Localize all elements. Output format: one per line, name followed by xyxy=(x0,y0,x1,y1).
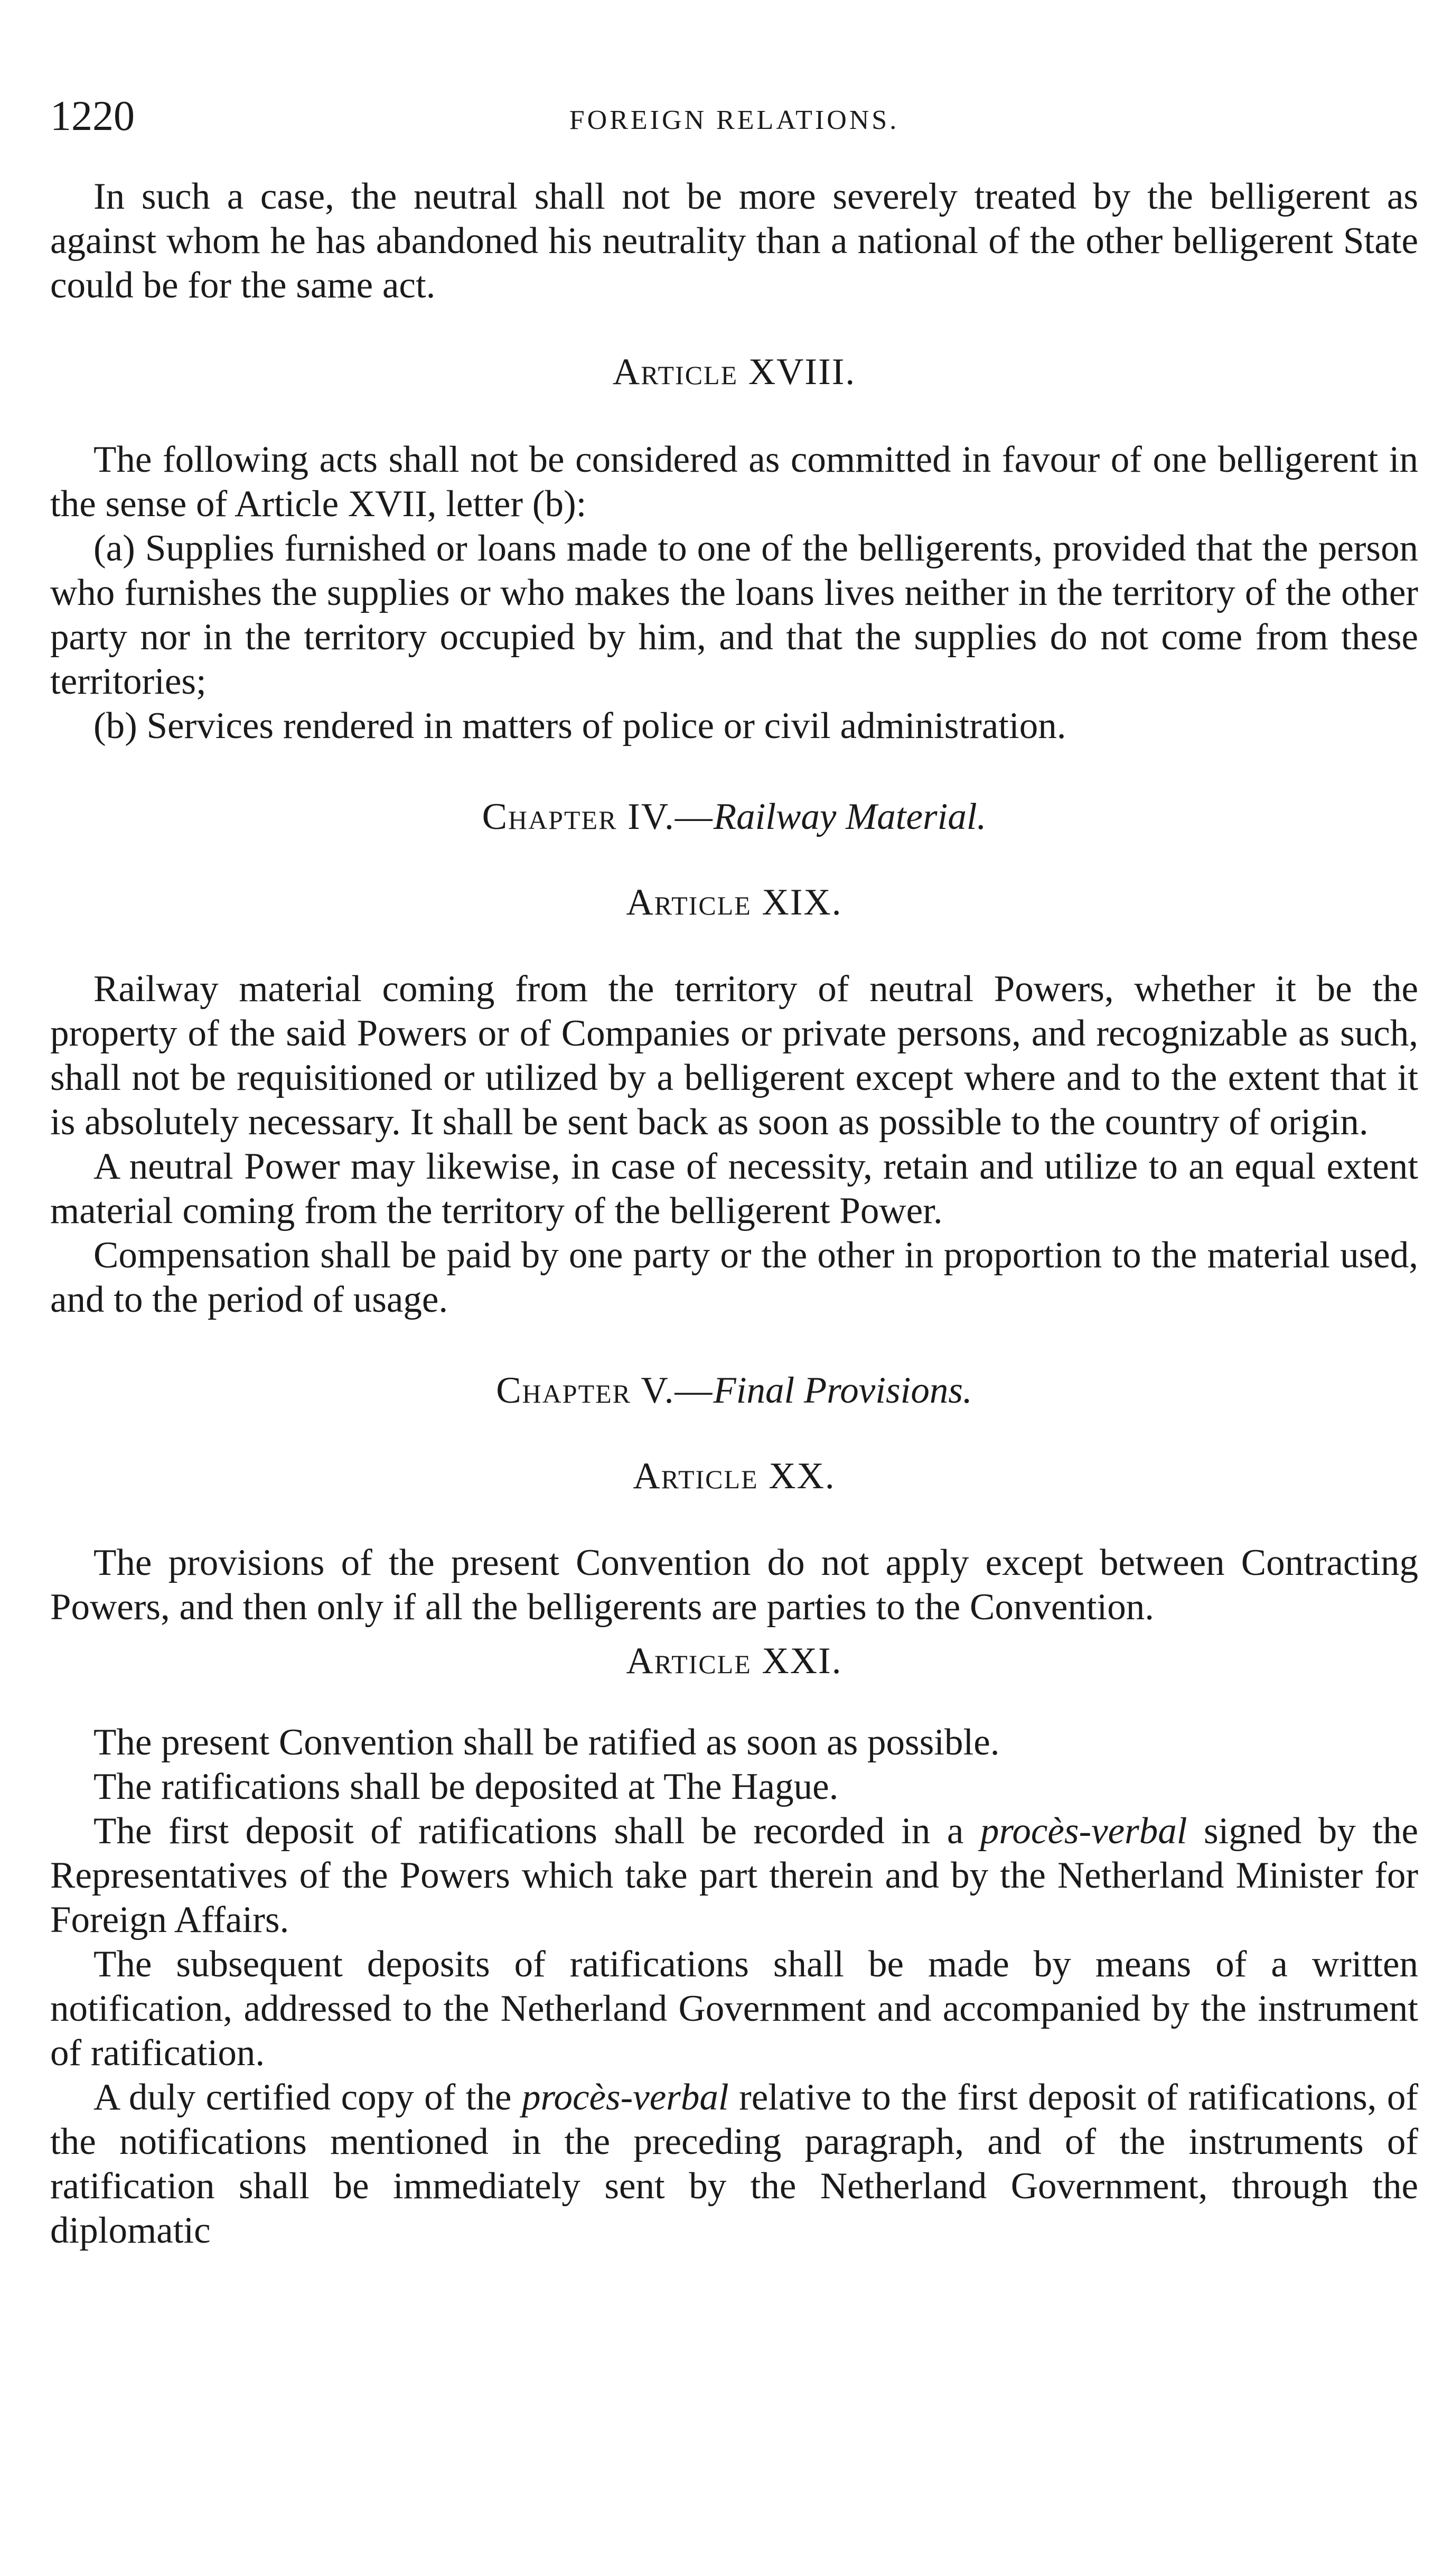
article-heading: Article XX. xyxy=(633,1455,836,1497)
paragraph: Railway material coming from the territory of neutral Powers, whether it be the property of the said Powers or of Companies or private persons, and recognizable as such, shall not be requisitioned or utilized by a belligerent except where and to the extent that it is absolutely necessary. It shall be sent back as soon as possible to the country of origin. xyxy=(50,968,1418,1143)
article-heading: Article XIX. xyxy=(626,882,842,923)
text-run: signed by the Representatives of the Powers which take part therein and by the Netherland Minister for Foreign Affairs. xyxy=(50,1810,1418,1940)
text-run: The first deposit of ratifications shall be recorded in a xyxy=(93,1810,980,1852)
chapter-title: Final Provisions. xyxy=(713,1370,972,1411)
chapter-label: Chapter V.— xyxy=(496,1370,714,1411)
paragraph: The following acts shall not be considered as committed in favour of one belligerent in the sense of Article XVII, letter (b): xyxy=(50,439,1418,525)
italic-term: procès-verbal xyxy=(980,1810,1187,1852)
paragraph xyxy=(50,2075,1418,2253)
paragraph: The ratifications shall be deposited at The Hague. xyxy=(93,1766,839,1807)
paragraph: Compensation shall be paid by one party or the other in proportion to the material used, and to the period of usage. xyxy=(50,1235,1418,1320)
running-title: FOREIGN RELATIONS. xyxy=(569,105,900,135)
paragraph: A neutral Power may likewise, in case of necessity, retain and utilize to an equal extent material coming from the territory of the belligerent Power. xyxy=(50,1146,1418,1231)
paragraph xyxy=(50,1809,1418,1942)
paragraph: The subsequent deposits of ratifications shall be made by means of a written notification, addressed to the Netherland Government and accompanied by the instrument of ratification. xyxy=(50,1944,1418,2074)
paragraph: (b) Services rendered in matters of police or civil administration. xyxy=(93,705,1066,746)
paragraph: In such a case, the neutral shall not be more severely treated by the belligerent as against whom he has abandoned his neutrality than a national of the other belligerent State could be for the same act. xyxy=(50,176,1418,306)
article-heading: Article XXI. xyxy=(626,1640,842,1682)
text-run: relative to the first deposit of ratifications, of the notifications mentioned in the preceding paragraph, and of the instruments of ratification shall be immediately sent by the Netherland Government, through the diplomatic xyxy=(50,2077,1419,2251)
body-text xyxy=(50,174,1418,2253)
text-run: A duly certified copy of the xyxy=(93,2077,522,2118)
chapter-title: Railway Material. xyxy=(713,796,987,837)
article-heading: Article XVIII. xyxy=(612,351,856,393)
italic-term: procès-verbal xyxy=(521,2077,729,2118)
paragraph: (a) Supplies furnished or loans made to one of the belligerents, provided that the person who furnishes the supplies or who makes the loans lives neither in the territory of the other party nor in the territory occupied by him, and that the supplies do not come from these territories; xyxy=(50,528,1418,702)
paragraph: The provisions of the present Convention do not apply except between Contracting Powers, and then only if all the belligerents are parties to the Convention. xyxy=(50,1542,1418,1628)
chapter-label: Chapter IV.— xyxy=(482,796,714,837)
page-number: 1220 xyxy=(50,93,135,139)
chapter-heading xyxy=(50,1368,1418,1413)
paragraph: The present Convention shall be ratified as soon as possible. xyxy=(93,1722,1000,1763)
running-head xyxy=(50,90,1418,143)
chapter-heading xyxy=(50,795,1418,839)
